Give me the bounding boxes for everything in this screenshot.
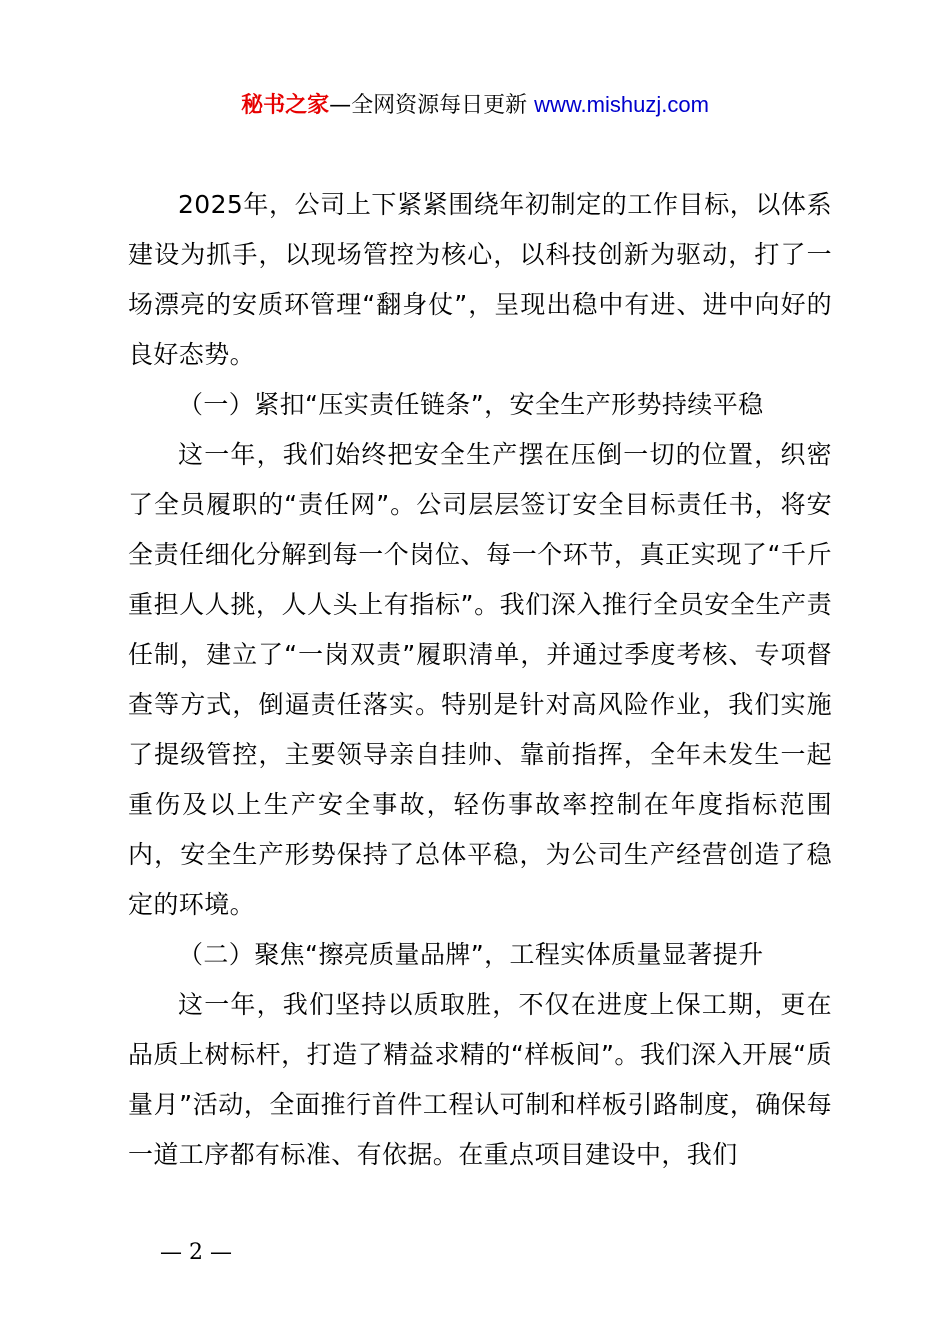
- body-paragraph: 2025年，公司上下紧紧围绕年初制定的工作目标，以体系建设为抓手，以现场管控为核心，以科技创新为驱动，打了一场漂亮的安质环管理“翻身仗”，呈现出稳中有进、进中向好的良好态势。: [128, 190, 832, 369]
- document-body: [128, 180, 832, 1180]
- section-heading: （一）紧扣“压实责任链条”，安全生产形势持续平稳: [178, 390, 764, 419]
- body-paragraph: 这一年，我们坚持以质取胜，不仅在进度上保工期，更在品质上树标杆，打造了精益求精的“样板间”。我们深入开展“质量月”活动，全面推行首件工程认可制和样板引路制度，确保每一道工序都有标准、有依据。在重点项目建设中，我们: [128, 990, 832, 1169]
- header-brand: 秘书之家: [241, 93, 330, 118]
- header-url-link[interactable]: www.mishuzj.com: [534, 92, 709, 117]
- document-header: [0, 88, 950, 123]
- header-tagline: —全网资源每日更新: [329, 93, 535, 118]
- page-number: — 2 —: [160, 1240, 232, 1265]
- section-heading: （二）聚焦“擦亮质量品牌”，工程实体质量显著提升: [178, 940, 764, 969]
- body-paragraph: 这一年，我们始终把安全生产摆在压倒一切的位置，织密了全员履职的“责任网”。公司层层签订安全目标责任书，将安全责任细化分解到每一个岗位、每一个环节，真正实现了“千斤重担人人挑，人人头上有指标”。我们深入推行全员安全生产责任制，建立了“一岗双责”履职清单，并通过季度考核、专项督查等方式，倒逼责任落实。特别是针对高风险作业，我们实施了提级管控，主要领导亲自挂帅、靠前指挥，全年未发生一起重伤及以上生产安全事故，轻伤事故率控制在年度指标范围内，安全生产形势保持了总体平稳，为公司生产经营创造了稳定的环境。: [128, 440, 832, 919]
